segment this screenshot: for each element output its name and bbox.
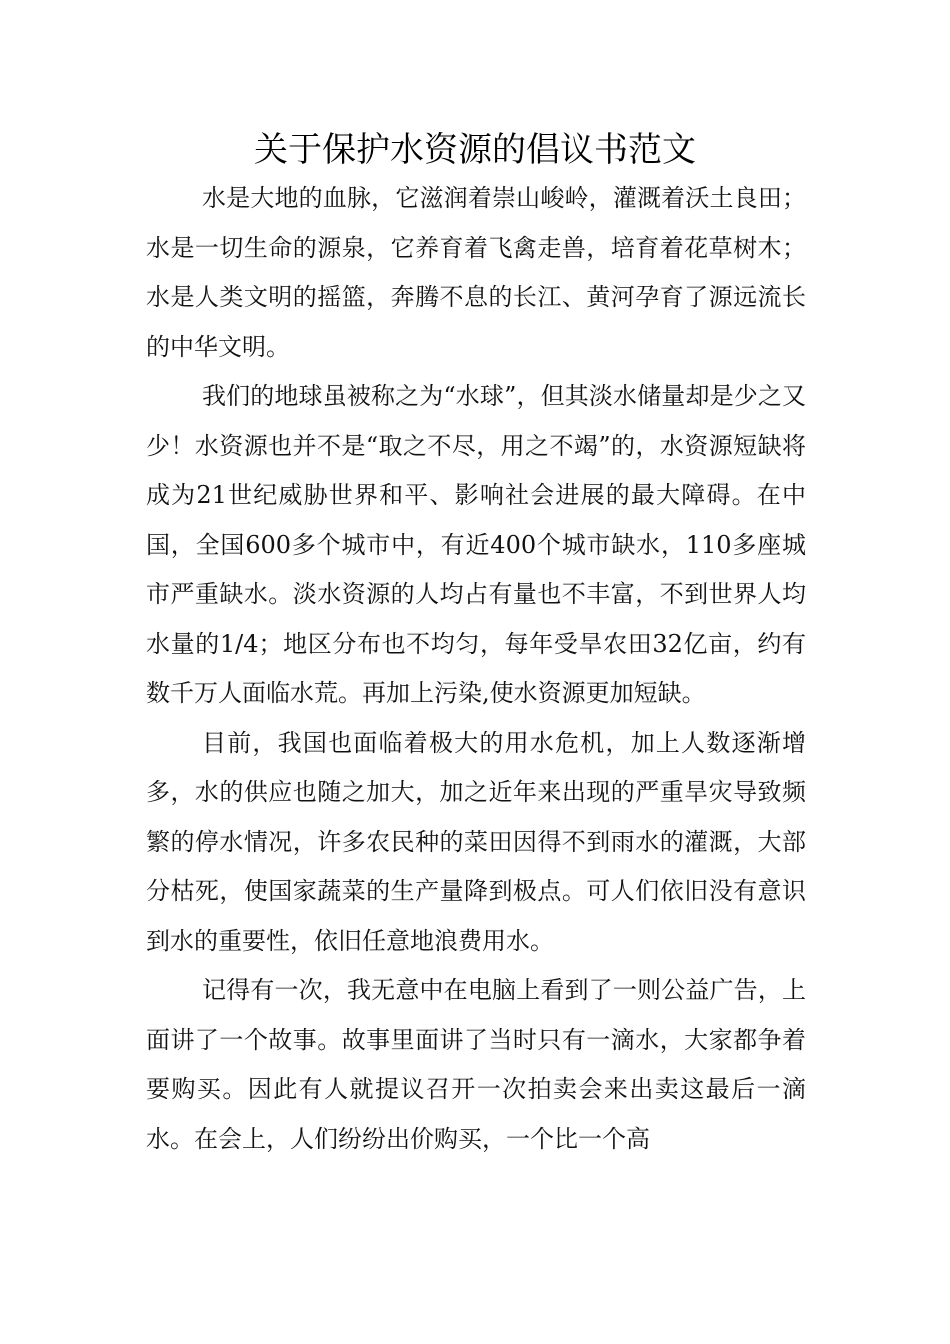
paragraph-4: 记得有一次，我无意中在电脑上看到了一则公益广告，上面讲了一个故事。故事里面讲了当时只有一滴水，大家都争着要购买。因此有人就提议召开一次拍卖会来出卖这最后一滴水。在会上，人们纷纷出价购买，一个比一个高 <box>146 976 806 1153</box>
document-title: 关于保护水资源的倡议书范文 <box>254 130 696 170</box>
paragraph-1: 水是大地的血脉，它滋润着崇山峻岭，灌溉着沃土良田；水是一切生命的源泉，它养育着飞禽走兽，培育着花草树木；水是人类文明的摇篮，奔腾不息的长江、黄河孕育了源远流长的中华文明。 <box>146 184 806 361</box>
document-body <box>146 174 806 1164</box>
paragraph-2: 我们的地球虽被称之为“水球”，但其淡水储量却是少之又少！水资源也并不是“取之不尽，用之不竭”的，水资源短缺将成为21世纪威胁世界和平、影响社会进展的最大障碍。在中国，全国600多个城市中，有近400个城市缺水，110多座城市严重缺水。淡水资源的人均占有量也不丰富，不到世界人均水量的1/4；地区分布也不均匀，每年受旱农田32亿亩，约有数千万人面临水荒。再加上污染,使水资源更加短缺。 <box>146 382 806 707</box>
paragraph-3: 目前，我国也面临着极大的用水危机，加上人数逐渐增多，水的供应也随之加大，加之近年来出现的严重旱灾导致频繁的停水情况，许多农民种的菜田因得不到雨水的灌溉，大部分枯死，使国家蔬菜的生产量降到极点。可人们依旧没有意识到水的重要性，依旧任意地浪费用水。 <box>146 728 806 955</box>
